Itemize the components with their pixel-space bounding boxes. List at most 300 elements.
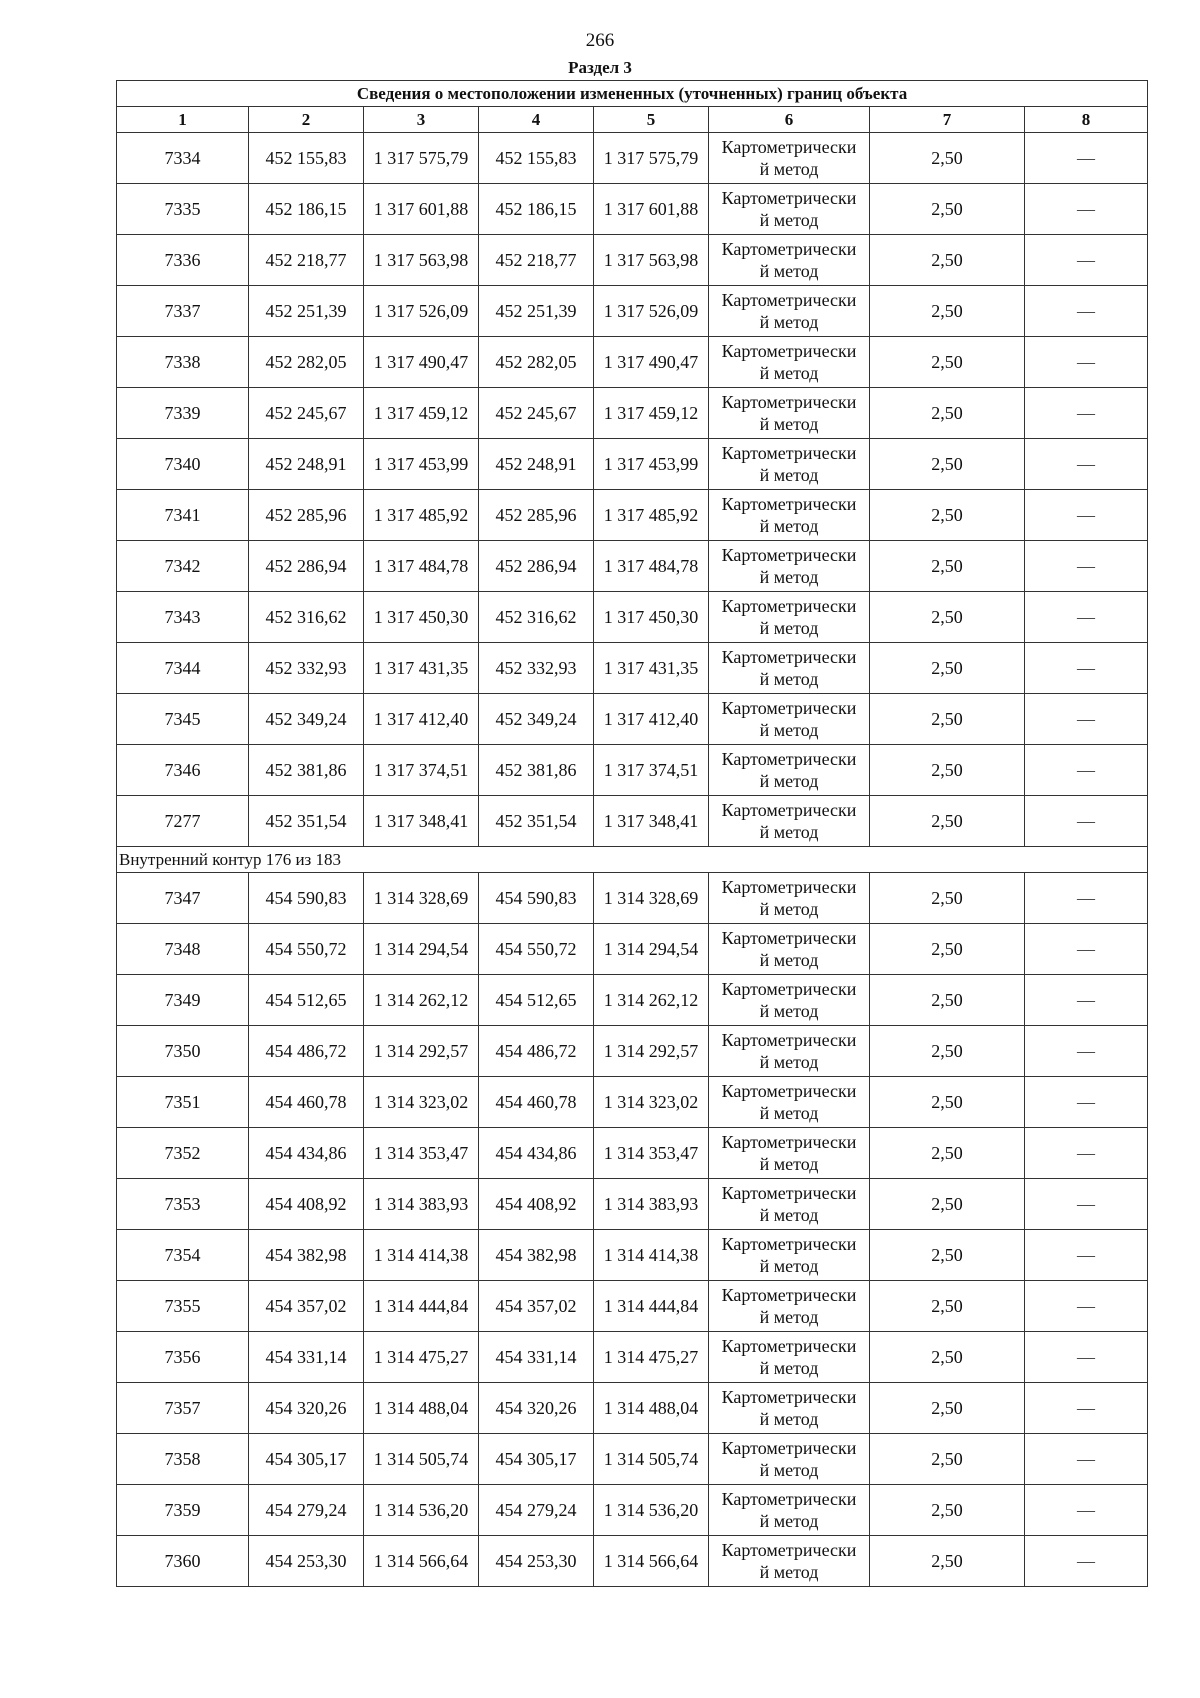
method-cell [709,1077,870,1128]
y-coordinate-cell: 1 317 490,47 [594,337,709,388]
x-coordinate-cell: 452 349,24 [249,694,364,745]
y-coordinate-cell: 1 317 412,40 [594,694,709,745]
y-coordinate-cell: 1 317 526,09 [594,286,709,337]
column-number: 1 [117,107,249,133]
x-coordinate-cell: 454 382,98 [479,1230,594,1281]
point-number-cell: 7350 [117,1026,249,1077]
y-coordinate-cell: 1 317 484,78 [364,541,479,592]
empty-dash-cell: — [1025,924,1148,975]
x-coordinate-cell: 452 251,39 [479,286,594,337]
y-coordinate-cell: 1 314 444,84 [594,1281,709,1332]
method-cell [709,873,870,924]
x-coordinate-cell: 452 285,96 [479,490,594,541]
x-coordinate-cell: 452 248,91 [479,439,594,490]
empty-dash-cell: — [1025,490,1148,541]
contour-label: Внутренний контур 176 из 183 [117,847,1148,873]
table-row [117,1383,1148,1434]
precision-cell: 2,50 [870,490,1025,541]
method-cell [709,235,870,286]
y-coordinate-cell: 1 314 328,69 [364,873,479,924]
method-text-line2: й метод [759,899,819,919]
empty-dash-cell: — [1025,388,1148,439]
point-number-cell: 7360 [117,1536,249,1587]
y-coordinate-cell: 1 314 292,57 [364,1026,479,1077]
method-cell [709,745,870,796]
column-number: 2 [249,107,364,133]
x-coordinate-cell: 454 434,86 [479,1128,594,1179]
precision-cell: 2,50 [870,439,1025,490]
method-text-line1: Картометрически [721,647,857,667]
empty-dash-cell: — [1025,286,1148,337]
point-number-cell: 7347 [117,873,249,924]
table-row [117,1230,1148,1281]
y-coordinate-cell: 1 317 459,12 [364,388,479,439]
y-coordinate-cell: 1 314 383,93 [594,1179,709,1230]
point-number-cell: 7359 [117,1485,249,1536]
point-number-cell: 7354 [117,1230,249,1281]
x-coordinate-cell: 452 286,94 [479,541,594,592]
y-coordinate-cell: 1 317 412,40 [364,694,479,745]
method-text-line2: й метод [759,1358,819,1378]
y-coordinate-cell: 1 314 353,47 [364,1128,479,1179]
method-cell [709,592,870,643]
empty-dash-cell: — [1025,235,1148,286]
method-text-line2: й метод [759,1460,819,1480]
table-row [117,643,1148,694]
table-row [117,873,1148,924]
point-number-cell: 7352 [117,1128,249,1179]
method-cell [709,643,870,694]
method-text-line1: Картометрически [721,188,857,208]
method-cell [709,1536,870,1587]
empty-dash-cell: — [1025,975,1148,1026]
method-text-line2: й метод [759,1103,819,1123]
method-text-line1: Картометрически [721,1030,857,1050]
precision-cell: 2,50 [870,235,1025,286]
method-cell [709,1383,870,1434]
empty-dash-cell: — [1025,592,1148,643]
table-row [117,490,1148,541]
method-text-line2: й метод [759,516,819,536]
x-coordinate-cell: 454 305,17 [479,1434,594,1485]
x-coordinate-cell: 454 320,26 [249,1383,364,1434]
x-coordinate-cell: 452 286,94 [249,541,364,592]
y-coordinate-cell: 1 314 323,02 [364,1077,479,1128]
empty-dash-cell: — [1025,1077,1148,1128]
method-text-line1: Картометрически [721,137,857,157]
method-text-line2: й метод [759,1511,819,1531]
column-number: 5 [594,107,709,133]
x-coordinate-cell: 452 282,05 [479,337,594,388]
precision-cell: 2,50 [870,643,1025,694]
table-row [117,1332,1148,1383]
table-row [117,1536,1148,1587]
y-coordinate-cell: 1 317 484,78 [594,541,709,592]
empty-dash-cell: — [1025,184,1148,235]
x-coordinate-cell: 452 316,62 [249,592,364,643]
table-row [117,1485,1148,1536]
y-coordinate-cell: 1 317 450,30 [594,592,709,643]
y-coordinate-cell: 1 317 374,51 [594,745,709,796]
method-text-line2: й метод [759,1409,819,1429]
x-coordinate-cell: 452 218,77 [479,235,594,286]
table-body-group1 [117,133,1148,847]
precision-cell: 2,50 [870,1536,1025,1587]
point-number-cell: 7338 [117,337,249,388]
precision-cell: 2,50 [870,1383,1025,1434]
precision-cell: 2,50 [870,541,1025,592]
method-cell [709,1332,870,1383]
method-text-line1: Картометрически [721,877,857,897]
table-row [117,1077,1148,1128]
y-coordinate-cell: 1 317 601,88 [364,184,479,235]
method-cell [709,975,870,1026]
x-coordinate-cell: 452 351,54 [249,796,364,847]
method-text-line2: й метод [759,1001,819,1021]
column-number-row [117,107,1148,133]
precision-cell: 2,50 [870,924,1025,975]
precision-cell: 2,50 [870,337,1025,388]
table-row [117,975,1148,1026]
table-row [117,1434,1148,1485]
y-coordinate-cell: 1 314 414,38 [594,1230,709,1281]
method-text-line1: Картометрически [721,1387,857,1407]
precision-cell: 2,50 [870,1179,1025,1230]
table-row [117,1179,1148,1230]
method-text-line2: й метод [759,414,819,434]
method-text-line2: й метод [759,159,819,179]
y-coordinate-cell: 1 314 294,54 [364,924,479,975]
x-coordinate-cell: 452 245,67 [479,388,594,439]
method-text-line2: й метод [759,465,819,485]
method-text-line1: Картометрически [721,596,857,616]
y-coordinate-cell: 1 317 348,41 [364,796,479,847]
method-text-line2: й метод [759,1307,819,1327]
x-coordinate-cell: 454 512,65 [479,975,594,1026]
empty-dash-cell: — [1025,1332,1148,1383]
method-cell [709,286,870,337]
method-cell [709,490,870,541]
method-text-line2: й метод [759,1256,819,1276]
y-coordinate-cell: 1 314 294,54 [594,924,709,975]
method-text-line1: Картометрически [721,392,857,412]
y-coordinate-cell: 1 314 488,04 [594,1383,709,1434]
method-cell [709,1485,870,1536]
contour-section [117,847,1148,873]
x-coordinate-cell: 454 550,72 [479,924,594,975]
precision-cell: 2,50 [870,1128,1025,1179]
point-number-cell: 7357 [117,1383,249,1434]
empty-dash-cell: — [1025,1026,1148,1077]
point-number-cell: 7336 [117,235,249,286]
y-coordinate-cell: 1 317 575,79 [364,133,479,184]
precision-cell: 2,50 [870,1026,1025,1077]
table-row [117,286,1148,337]
method-text-line1: Картометрически [721,928,857,948]
x-coordinate-cell: 452 251,39 [249,286,364,337]
method-text-line2: й метод [759,618,819,638]
empty-dash-cell: — [1025,1536,1148,1587]
x-coordinate-cell: 452 218,77 [249,235,364,286]
empty-dash-cell: — [1025,1230,1148,1281]
x-coordinate-cell: 452 332,93 [479,643,594,694]
column-number: 6 [709,107,870,133]
method-cell [709,439,870,490]
empty-dash-cell: — [1025,541,1148,592]
method-text-line1: Картометрически [721,800,857,820]
table-row [117,924,1148,975]
y-coordinate-cell: 1 314 328,69 [594,873,709,924]
empty-dash-cell: — [1025,1434,1148,1485]
y-coordinate-cell: 1 314 262,12 [364,975,479,1026]
x-coordinate-cell: 454 253,30 [249,1536,364,1587]
y-coordinate-cell: 1 317 431,35 [594,643,709,694]
x-coordinate-cell: 452 248,91 [249,439,364,490]
point-number-cell: 7277 [117,796,249,847]
x-coordinate-cell: 454 305,17 [249,1434,364,1485]
section-title: Раздел 3 [568,58,632,77]
x-coordinate-cell: 452 245,67 [249,388,364,439]
table-caption: Сведения о местоположении измененных (уточненных) границ объекта [117,81,1148,107]
x-coordinate-cell: 452 186,15 [479,184,594,235]
column-number: 8 [1025,107,1148,133]
table-row [117,1026,1148,1077]
method-text-line1: Картометрически [721,1132,857,1152]
point-number-cell: 7340 [117,439,249,490]
column-number: 7 [870,107,1025,133]
empty-dash-cell: — [1025,873,1148,924]
x-coordinate-cell: 452 316,62 [479,592,594,643]
table-body-group2 [117,873,1148,1587]
point-number-cell: 7342 [117,541,249,592]
table-row [117,133,1148,184]
point-number-cell: 7339 [117,388,249,439]
point-number-cell: 7358 [117,1434,249,1485]
empty-dash-cell: — [1025,694,1148,745]
x-coordinate-cell: 454 460,78 [479,1077,594,1128]
x-coordinate-cell: 454 512,65 [249,975,364,1026]
x-coordinate-cell: 454 486,72 [479,1026,594,1077]
method-text-line2: й метод [759,822,819,842]
y-coordinate-cell: 1 314 566,64 [364,1536,479,1587]
method-text-line1: Картометрически [721,979,857,999]
point-number-cell: 7351 [117,1077,249,1128]
y-coordinate-cell: 1 314 414,38 [364,1230,479,1281]
method-cell [709,924,870,975]
table-row [117,1281,1148,1332]
method-cell [709,388,870,439]
method-cell [709,796,870,847]
method-text-line2: й метод [759,720,819,740]
method-text-line1: Картометрически [721,494,857,514]
x-coordinate-cell: 452 381,86 [479,745,594,796]
method-text-line1: Картометрически [721,1285,857,1305]
x-coordinate-cell: 452 349,24 [479,694,594,745]
x-coordinate-cell: 454 279,24 [479,1485,594,1536]
point-number-cell: 7335 [117,184,249,235]
x-coordinate-cell: 454 434,86 [249,1128,364,1179]
empty-dash-cell: — [1025,133,1148,184]
y-coordinate-cell: 1 314 475,27 [594,1332,709,1383]
precision-cell: 2,50 [870,1434,1025,1485]
x-coordinate-cell: 454 382,98 [249,1230,364,1281]
y-coordinate-cell: 1 317 348,41 [594,796,709,847]
table-row [117,235,1148,286]
x-coordinate-cell: 452 155,83 [479,133,594,184]
method-text-line2: й метод [759,950,819,970]
method-cell [709,541,870,592]
empty-dash-cell: — [1025,643,1148,694]
point-number-cell: 7348 [117,924,249,975]
method-text-line1: Картометрически [721,1081,857,1101]
point-number-cell: 7344 [117,643,249,694]
x-coordinate-cell: 454 357,02 [249,1281,364,1332]
precision-cell: 2,50 [870,133,1025,184]
y-coordinate-cell: 1 317 459,12 [594,388,709,439]
table-row [117,541,1148,592]
x-coordinate-cell: 454 331,14 [479,1332,594,1383]
x-coordinate-cell: 454 460,78 [249,1077,364,1128]
y-coordinate-cell: 1 317 453,99 [364,439,479,490]
x-coordinate-cell: 452 381,86 [249,745,364,796]
point-number-cell: 7343 [117,592,249,643]
method-cell [709,694,870,745]
empty-dash-cell: — [1025,337,1148,388]
method-text-line2: й метод [759,567,819,587]
y-coordinate-cell: 1 317 563,98 [594,235,709,286]
method-text-line2: й метод [759,363,819,383]
method-cell [709,1230,870,1281]
empty-dash-cell: — [1025,1383,1148,1434]
table-row [117,694,1148,745]
empty-dash-cell: — [1025,439,1148,490]
table-row [117,745,1148,796]
precision-cell: 2,50 [870,1281,1025,1332]
empty-dash-cell: — [1025,1128,1148,1179]
x-coordinate-cell: 454 279,24 [249,1485,364,1536]
page-number: 266 [585,30,615,51]
y-coordinate-cell: 1 314 292,57 [594,1026,709,1077]
point-number-cell: 7345 [117,694,249,745]
precision-cell: 2,50 [870,694,1025,745]
column-number: 3 [364,107,479,133]
method-text-line1: Картометрически [721,341,857,361]
x-coordinate-cell: 452 285,96 [249,490,364,541]
method-text-line2: й метод [759,1154,819,1174]
point-number-cell: 7355 [117,1281,249,1332]
y-coordinate-cell: 1 317 526,09 [364,286,479,337]
method-text-line2: й метод [759,1562,819,1582]
method-text-line1: Картометрически [721,443,857,463]
y-coordinate-cell: 1 314 536,20 [364,1485,479,1536]
method-text-line2: й метод [759,210,819,230]
method-text-line2: й метод [759,771,819,791]
y-coordinate-cell: 1 314 262,12 [594,975,709,1026]
y-coordinate-cell: 1 314 353,47 [594,1128,709,1179]
precision-cell: 2,50 [870,286,1025,337]
table-row [117,1128,1148,1179]
y-coordinate-cell: 1 314 488,04 [364,1383,479,1434]
y-coordinate-cell: 1 314 505,74 [364,1434,479,1485]
table-row [117,439,1148,490]
table-row [117,796,1148,847]
point-number-cell: 7341 [117,490,249,541]
method-cell [709,1128,870,1179]
empty-dash-cell: — [1025,1485,1148,1536]
x-coordinate-cell: 454 331,14 [249,1332,364,1383]
empty-dash-cell: — [1025,796,1148,847]
table-row [117,184,1148,235]
precision-cell: 2,50 [870,388,1025,439]
method-text-line1: Картометрически [721,290,857,310]
table-row [117,592,1148,643]
method-text-line2: й метод [759,1205,819,1225]
table-row [117,388,1148,439]
empty-dash-cell: — [1025,745,1148,796]
precision-cell: 2,50 [870,796,1025,847]
method-text-line1: Картометрически [721,1438,857,1458]
y-coordinate-cell: 1 317 563,98 [364,235,479,286]
method-text-line1: Картометрически [721,1234,857,1254]
method-cell [709,1434,870,1485]
empty-dash-cell: — [1025,1179,1148,1230]
method-text-line1: Картометрически [721,698,857,718]
x-coordinate-cell: 452 351,54 [479,796,594,847]
x-coordinate-cell: 454 550,72 [249,924,364,975]
x-coordinate-cell: 454 590,83 [249,873,364,924]
x-coordinate-cell: 454 408,92 [479,1179,594,1230]
x-coordinate-cell: 454 320,26 [479,1383,594,1434]
point-number-cell: 7337 [117,286,249,337]
y-coordinate-cell: 1 314 475,27 [364,1332,479,1383]
method-cell [709,1179,870,1230]
y-coordinate-cell: 1 317 575,79 [594,133,709,184]
precision-cell: 2,50 [870,592,1025,643]
y-coordinate-cell: 1 314 566,64 [594,1536,709,1587]
precision-cell: 2,50 [870,975,1025,1026]
method-text-line1: Картометрически [721,1336,857,1356]
y-coordinate-cell: 1 317 601,88 [594,184,709,235]
x-coordinate-cell: 454 357,02 [479,1281,594,1332]
method-text-line1: Картометрически [721,1183,857,1203]
x-coordinate-cell: 452 186,15 [249,184,364,235]
x-coordinate-cell: 454 486,72 [249,1026,364,1077]
x-coordinate-cell: 452 332,93 [249,643,364,694]
method-text-line1: Картометрически [721,239,857,259]
precision-cell: 2,50 [870,184,1025,235]
method-cell [709,1026,870,1077]
method-text-line2: й метод [759,312,819,332]
method-text-line1: Картометрически [721,749,857,769]
point-number-cell: 7349 [117,975,249,1026]
point-number-cell: 7356 [117,1332,249,1383]
column-number: 4 [479,107,594,133]
point-number-cell: 7334 [117,133,249,184]
y-coordinate-cell: 1 317 450,30 [364,592,479,643]
x-coordinate-cell: 454 590,83 [479,873,594,924]
method-text-line2: й метод [759,669,819,689]
y-coordinate-cell: 1 314 444,84 [364,1281,479,1332]
method-cell [709,184,870,235]
precision-cell: 2,50 [870,1332,1025,1383]
y-coordinate-cell: 1 314 383,93 [364,1179,479,1230]
method-text-line1: Картометрически [721,1489,857,1509]
table-row [117,337,1148,388]
x-coordinate-cell: 452 282,05 [249,337,364,388]
y-coordinate-cell: 1 314 323,02 [594,1077,709,1128]
x-coordinate-cell: 454 408,92 [249,1179,364,1230]
method-cell [709,133,870,184]
